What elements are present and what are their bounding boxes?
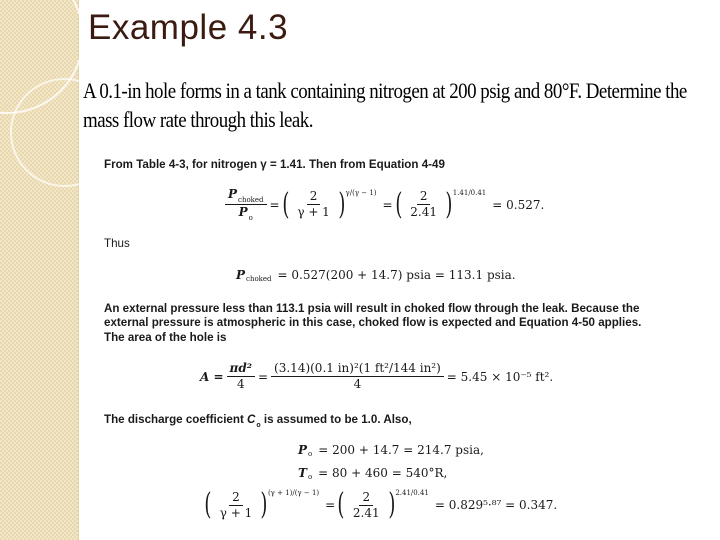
problem-statement: A 0.1-in hole forms in a tank containing nitrogen at 200 psig and 80°F. Determine the mass flow rate through this leak. <box>83 78 687 132</box>
slide-title: Example 4.3 <box>88 8 289 47</box>
fraction: $\frac{\text{πd²}}{4}$ <box>227 362 255 391</box>
fraction: $\frac{2}{2.41}$ <box>410 189 438 219</box>
equation-pressure-ratio: $\frac{P_{choked}}{P_o}$ = ( $\frac{2}{\gamma + 1}$ ) γ/(γ − 1) = ( $\frac{2}{2.41}$ ) 1.41/0.41 = 0.527. <box>222 188 544 221</box>
fraction: $\frac{P_{choked}}{P_o}$ <box>225 188 267 221</box>
fraction: $\frac{2}{\gamma + 1}$ <box>219 489 253 520</box>
equation-stagnation-pressure: P o = 200 + 14.7 = 214.7 psia, <box>298 443 484 458</box>
solution-line: From Table 4-3, for nitrogen γ = 1.41. Then from Equation 4-49 <box>104 158 445 171</box>
solution-line: The area of the hole is <box>104 331 227 344</box>
equation-choked-pressure: P choked = 0.527(200 + 14.7) psia = 113.1 psia. <box>236 268 516 283</box>
solution-line: Thus <box>104 237 130 250</box>
solution-line: The discharge coefficient $C_o$ is assumed to be 1.0. Also, <box>104 413 412 429</box>
equation-stagnation-temperature: T o = 80 + 460 = 540°R, <box>298 466 448 481</box>
equation-hole-area: A = $\frac{\text{πd²}}{4}$ = $\frac{\text{(3.14)(0.1 in)²(1 ft²/144 in²)}}{4}$ = 5.45 × 10⁻⁵ ft². <box>200 361 554 391</box>
fraction: $\frac{2}{2.41}$ <box>352 489 380 520</box>
solution-line: external pressure is atmospheric in this case, choked flow is expected and Equation 4-50 applies. <box>104 316 642 329</box>
fraction: $\frac{\text{(3.14)(0.1 in)²(1 ft²/144 in²)}}{4}$ <box>271 362 444 391</box>
solution-line: An external pressure less than 113.1 psia will result in choked flow through the leak. Because the <box>104 302 640 315</box>
fraction: $\frac{2}{\gamma + 1}$ <box>297 189 330 219</box>
decorative-side-strip <box>0 0 79 540</box>
equation-exponent-term: ( $\frac{2}{\gamma + 1}$ ) (γ + 1)/(γ − 1) = ( $\frac{2}{2.41}$ ) 2.41/0.41 = 0.829⁵·⁸⁷ = 0.347. <box>204 487 558 522</box>
